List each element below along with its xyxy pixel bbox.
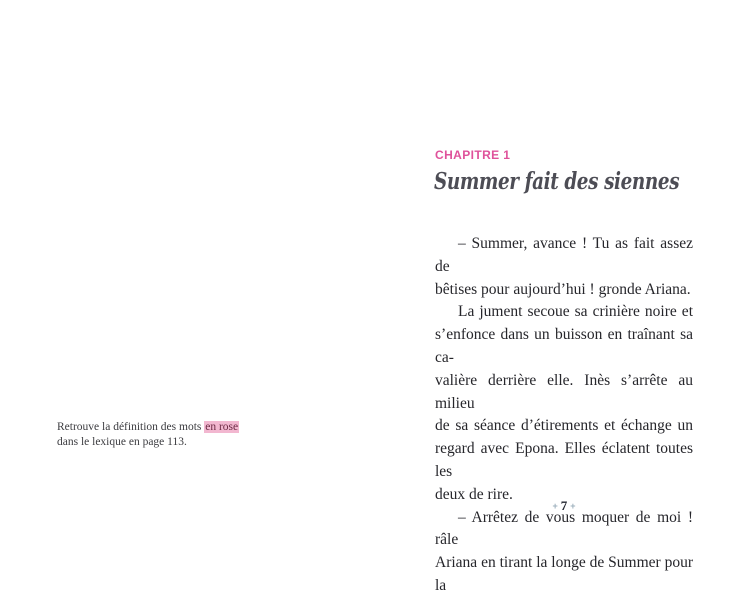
folio-ornament-left: + xyxy=(552,501,558,511)
lexicon-note-line1-text: Retrouve la définition des mots xyxy=(57,421,205,433)
lexicon-note-line2: dans le lexique en page 113. xyxy=(57,436,187,448)
body-line: – Summer, avance ! Tu as fait assez de xyxy=(435,235,693,275)
lexicon-note xyxy=(57,420,257,450)
body-text xyxy=(435,233,693,598)
folio-ornament-right: + xyxy=(570,501,576,511)
body-line: deux de rire. xyxy=(435,485,513,503)
lexicon-note-highlight: en rose xyxy=(205,421,239,433)
body-line: Ariana en tirant la longe de Summer pour la xyxy=(435,554,693,594)
body-line: regard avec Epona. Elles éclatent toutes les xyxy=(435,440,693,480)
body-line: – Arrêtez de vous moquer de moi ! râle xyxy=(435,508,693,549)
chapter-title: Summer fait des siennes xyxy=(434,168,680,195)
chapter-label: CHAPITRE 1 xyxy=(435,148,511,162)
folio xyxy=(435,497,693,515)
body-line: La jument secoue sa crinière noire et xyxy=(458,303,693,321)
lexicon-note-line1 xyxy=(57,420,257,435)
body-line: valière derrière elle. Inès s’arrête au milieu xyxy=(435,371,693,412)
body-line: bêtises pour aujourd’hui ! gronde Ariana. xyxy=(435,280,691,298)
body-line: de sa séance d’étirements et échange un xyxy=(435,417,693,435)
page-number: 7 xyxy=(560,498,568,513)
body-line: s’enfonce dans un buisson en traînant sa ca- xyxy=(435,326,693,366)
